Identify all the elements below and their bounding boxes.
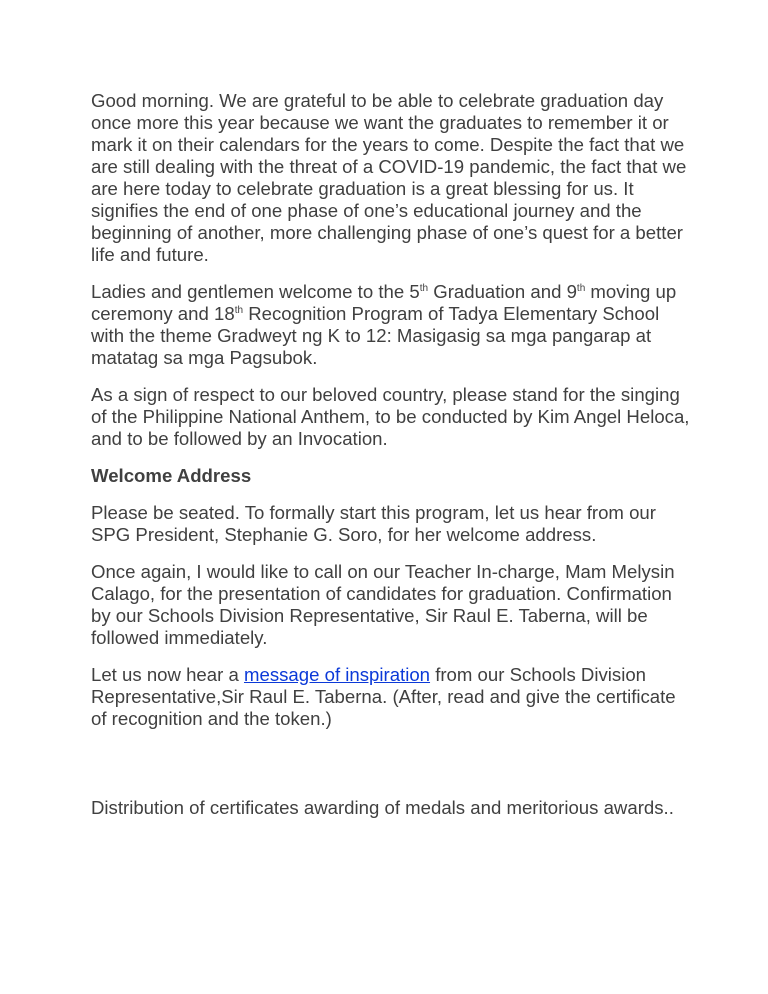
- welcome-text-d: Recognition Program of Tadya Elementary School with the theme Gradweyt ng K to 12: Masigasig sa mga pangarap at matatag sa mga Pagsubok.: [91, 303, 660, 368]
- opening-paragraph: Good morning. We are grateful to be able to celebrate graduation day once more this year because we want the graduates to remember it or mark it on their calendars for the years to come. Despite the fact that we are still dealing with the threat of a COVID-19 pandemic, the fact that we are here today to celebrate graduation is a great blessing for us. It signifies the end of one phase of one’s educational journey and the beginning of another, more challenging phase of one’s quest for a better life and future.: [91, 90, 687, 265]
- document-body: [91, 90, 691, 834]
- section-heading: Welcome Address: [91, 465, 252, 486]
- inspiration-text-after: from our Schools Division Representative,Sir Raul E. Taberna. (After, read and give the certificate of recognition and the token.): [91, 664, 676, 729]
- welcome-text-a: Ladies and gentlemen welcome to the 5: [91, 281, 420, 302]
- blank-space: [91, 745, 691, 797]
- ordinal-suffix-1: th: [419, 283, 429, 294]
- welcome-text-c: moving up ceremony and 18: [91, 281, 677, 324]
- ordinal-suffix-3: th: [234, 305, 244, 316]
- candidates-paragraph: Once again, I would like to call on our Teacher In-charge, Mam Melysin Calago, for the presentation of candidates for graduation. Confirmation by our Schools Division Representative, Sir Raul E. Taberna, will be followed immediately.: [91, 561, 675, 648]
- ordinal-suffix-2: th: [576, 283, 586, 294]
- message-of-inspiration-link[interactable]: message of inspiration: [243, 664, 431, 685]
- welcome-text-b: Graduation and 9: [428, 281, 577, 302]
- awards-paragraph: Distribution of certificates awarding of medals and meritorious awards..: [91, 797, 674, 818]
- inspiration-text-before: Let us now hear a: [91, 664, 244, 685]
- welcome-paragraph: [91, 281, 691, 369]
- inspiration-paragraph: [91, 664, 691, 730]
- anthem-paragraph: As a sign of respect to our beloved country, please stand for the singing of the Philippine National Anthem, to be conducted by Kim Angel Heloca, and to be followed by an Invocation.: [91, 384, 690, 449]
- welcome-address-paragraph: Please be seated. To formally start this program, let us hear from our SPG President, Stephanie G. Soro, for her welcome address.: [91, 502, 656, 545]
